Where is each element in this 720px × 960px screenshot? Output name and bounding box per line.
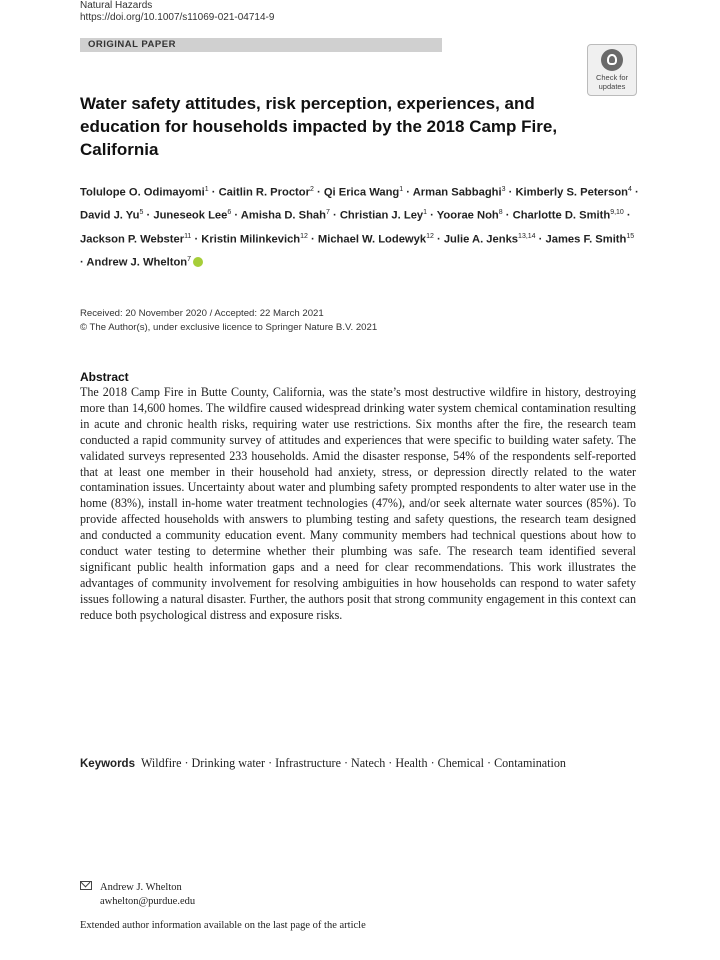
author-name[interactable]: Arman Sabbaghi: [412, 186, 502, 199]
article-type-bar: [80, 38, 442, 52]
author-affiliation: 13,14: [518, 232, 536, 240]
author-affiliation: 8: [498, 209, 503, 217]
keywords-heading: Keywords: [80, 758, 135, 770]
check-updates-label-2: updates: [598, 82, 626, 91]
author-affiliation: 1: [204, 186, 209, 193]
author-affiliation: 11: [184, 232, 192, 240]
keywords-list: Wildfire · Drinking water · Infrastructure · Natech · Health · Chemical · Contamination: [140, 756, 566, 770]
author-name[interactable]: Christian J. Ley: [339, 210, 424, 223]
author-affiliation: 5: [139, 209, 144, 217]
author-name[interactable]: Julie A. Jenks: [443, 233, 519, 246]
contact-email[interactable]: awhelton@purdue.edu: [100, 896, 196, 907]
author-name[interactable]: Amisha D. Shah: [240, 210, 326, 223]
corresponding-author: [80, 881, 195, 909]
copyright-notice: © The Author(s), under exclusive licence to Springer Nature B.V. 2021: [80, 322, 378, 333]
author-affiliation: 1: [399, 186, 404, 193]
doi-link[interactable]: https://doi.org/10.1007/s11069-021-04714-9: [80, 12, 275, 23]
author-name[interactable]: Kristin Milinkevich: [201, 233, 301, 246]
check-updates-label-1: Check for: [595, 73, 629, 82]
author-affiliation: 4: [628, 186, 632, 193]
paper-title: Water safety attitudes, risk perception, experiences, and education for households impacted by the 2018 Camp Fire, California: [80, 94, 558, 159]
author-affiliation: 6: [227, 209, 232, 217]
author-affiliation: 7: [187, 256, 192, 264]
author-name[interactable]: Juneseok Lee: [153, 210, 228, 223]
check-for-updates-button[interactable]: [587, 44, 637, 96]
extended-author-info-note: Extended author information available on the last page of the article: [80, 920, 366, 931]
author-name[interactable]: Jackson P. Webster: [80, 233, 185, 246]
author-name[interactable]: Yoorae Noh: [436, 210, 499, 223]
abstract-text: The 2018 Camp Fire in Butte County, California, was the state’s most destructive wildfire in history, destroying more than 14,600 homes. The wildfire caused widespread drinking water system chemical contamination resulting in acute and chronic health risks, requiring water use restrictions. Six months after the fire, the research team conducted a rapid community survey of attitudes and experiences that were specific to building water safety. The validated surveys represented 233 households. Amid the disaster response, 54% of the respondents self-reported that at least one member in their household had anxiety, stress, or depression directly related to the water contamination issues. Uncertainty about water and plumbing safety prompted respondents to alter water use in the home (83%), install in-home water treatment technologies (47%), and/or seek alternate water sources (85%). To provide affected households with answers to plumbing testing and safety questions, the research team designed and conducted a community education event. Many community members had technical questions about how to conduct water testing to determine whether their plumbing was safe. The research team identified several significant public health information gaps and a need for clear recommendations. This work illustrates the advantages of community involvement for resolving ambiguities in how households can respond to water safety issues following a natural disaster. Further, the authors posit that strong community engagement in this context can reduce both psychological distress and exposure risks.: [80, 385, 636, 622]
journal-name: Natural Hazards: [80, 0, 153, 11]
author-affiliation: 1: [423, 209, 428, 217]
author-name[interactable]: Charlotte D. Smith: [512, 210, 611, 223]
check-updates-icon: [601, 49, 623, 71]
keywords-section: [80, 755, 636, 771]
author-affiliation: 12: [300, 232, 308, 240]
author-name[interactable]: Qi Erica Wang: [323, 186, 400, 199]
author-affiliation: 15: [626, 232, 635, 240]
author-name[interactable]: Andrew J. Whelton: [86, 257, 188, 270]
received-accepted-dates: Received: 20 November 2020 / Accepted: 22 March 2021: [80, 308, 324, 319]
article-type-label: ORIGINAL PAPER: [88, 39, 176, 50]
author-name[interactable]: Tolulope O. Odimayomi: [80, 186, 205, 199]
author-name[interactable]: James F. Smith: [545, 233, 627, 246]
author-name[interactable]: Michael W. Lodewyk: [317, 233, 427, 246]
abstract-heading: Abstract: [80, 370, 129, 384]
contact-name: Andrew J. Whelton: [100, 882, 182, 893]
author-affiliation: 12: [426, 232, 434, 240]
author-name[interactable]: David J. Yu: [80, 210, 140, 223]
author-name[interactable]: Caitlin R. Proctor: [218, 186, 310, 199]
orcid-icon[interactable]: [193, 257, 203, 267]
author-affiliation: 7: [325, 209, 330, 217]
mail-icon: [80, 881, 92, 890]
author-affiliation: 9,10: [610, 209, 624, 217]
author-name[interactable]: Kimberly S. Peterson: [515, 186, 629, 199]
author-affiliation: 3: [501, 186, 506, 193]
author-affiliation: 2: [309, 186, 314, 193]
author-list: Tolulope O. Odimayomi$^1$ · Caitlin R. Proctor$^2$ · Qi Erica Wang$^1$ · Arman Sabbaghi$^3$ · Kimberly S. Peterson$^4$ · David J. $Yu^5$ · Juneseok Lee$^6$ · Amisha D. Shah$^7$ · Christian J. Ley$^1$ · Yoorae Noh$^8$ · Charlotte D. Smith$^{9,10}$ · Jackson P. Webster$^{11}$ · Kristin Milinkevich$^{12}$ · Michael W. Lodewyk$^{12}$ · Julie A. Jenks$^{13,14}$ · James F. Smith$^{15}$ · Andrew J. Whelton$^7$: [80, 186, 639, 270]
